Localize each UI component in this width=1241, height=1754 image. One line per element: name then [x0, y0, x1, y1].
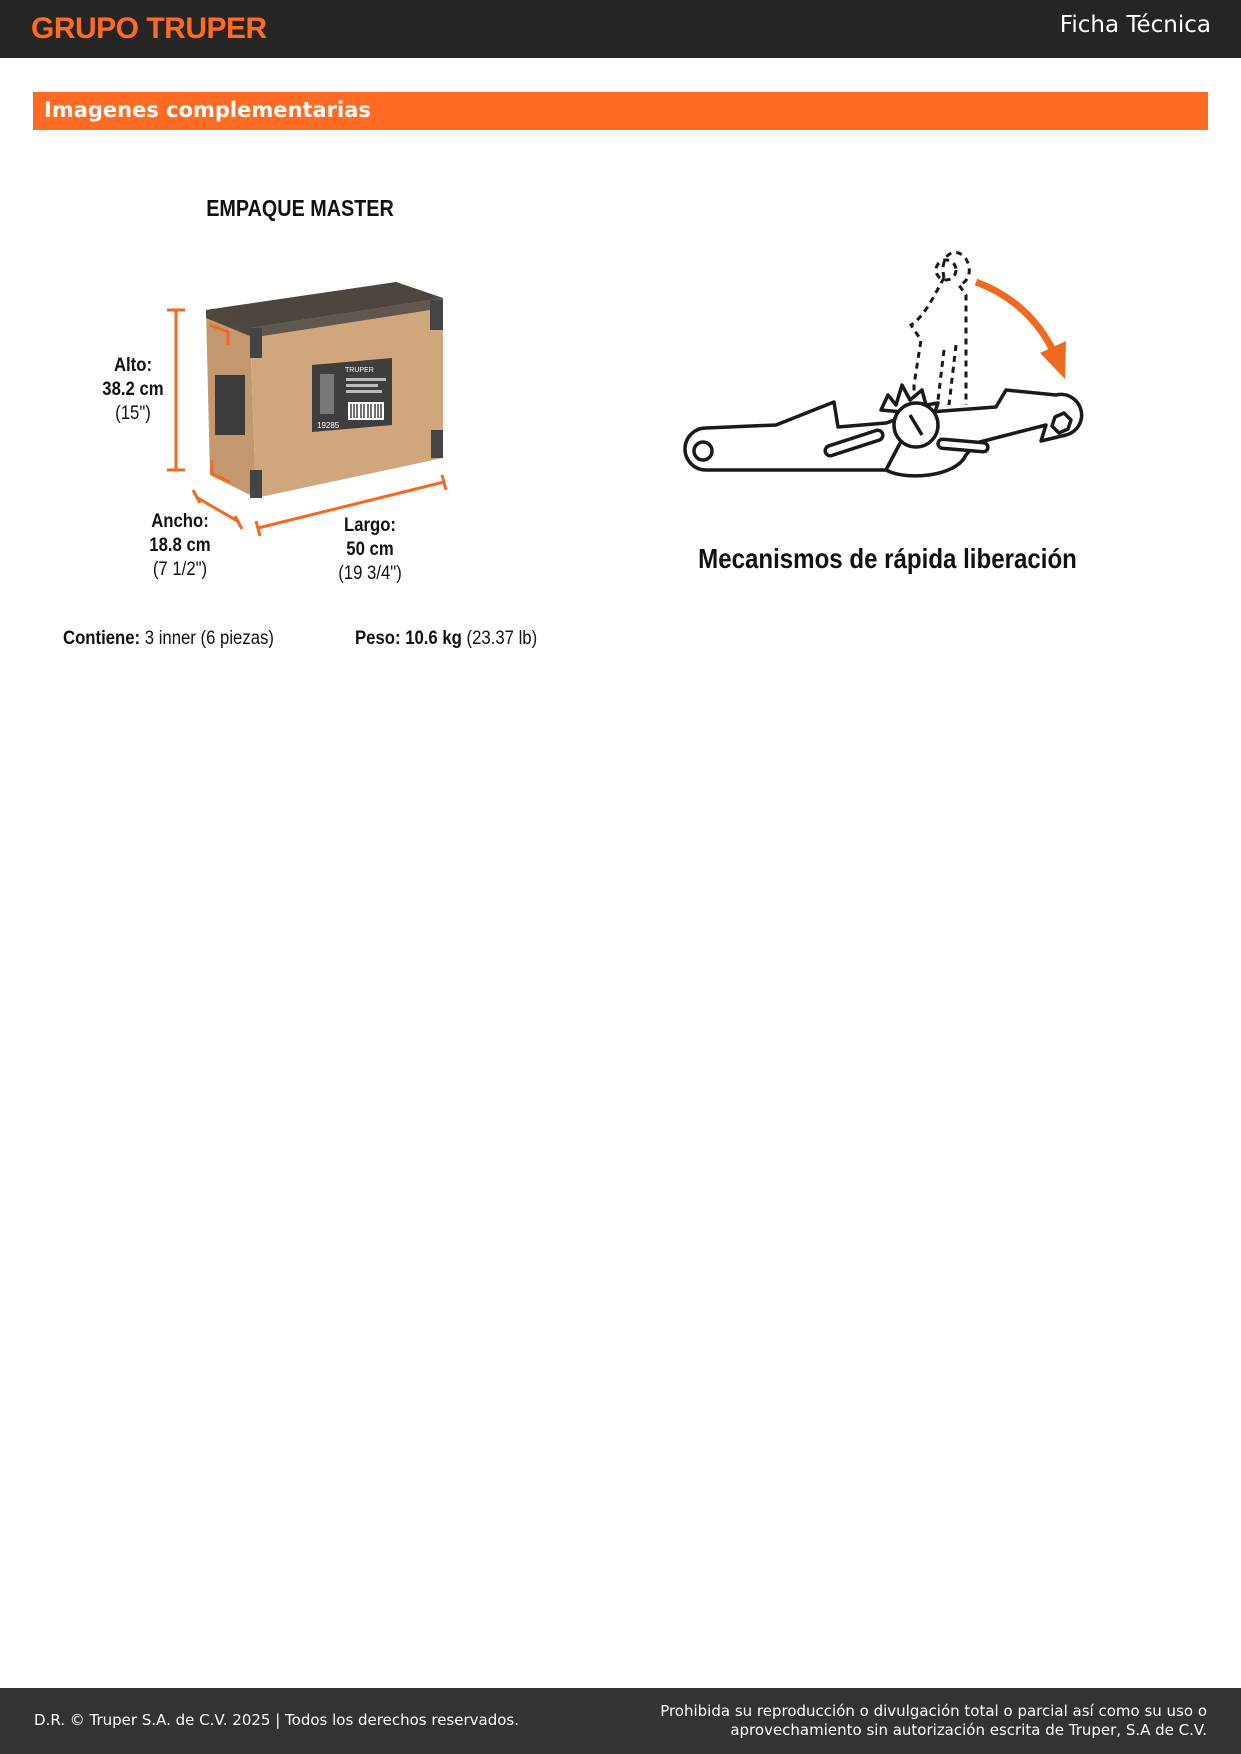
page-footer	[0, 1688, 1241, 1754]
alto-metric: 38.2 cm	[102, 379, 164, 400]
dimension-largo	[326, 514, 414, 586]
footer-disclaimer-line1: Prohibida su reproducción o divulgación total o parcial así como su uso o	[660, 1702, 1207, 1720]
master-box-illustration	[160, 270, 460, 550]
brand-logo: GRUPO TRUPER	[31, 12, 267, 45]
footer-disclaimer	[647, 1702, 1207, 1740]
ratchet-body	[685, 385, 1082, 476]
dimension-ancho	[136, 510, 224, 582]
ancho-metric: 18.8 cm	[149, 535, 211, 556]
alto-imperial: (15")	[115, 403, 151, 424]
ratchet-release-illustration	[676, 245, 1106, 485]
contiene-value: 3 inner (6 piezas)	[144, 628, 274, 649]
page-header	[0, 0, 1241, 58]
largo-metric: 50 cm	[346, 539, 394, 560]
alto-label: Alto:	[113, 355, 153, 376]
mechanism-caption: Mecanismos de rápida liberación	[698, 543, 1077, 574]
dimension-alto	[89, 354, 177, 426]
package-title: EMPAQUE MASTER	[206, 195, 394, 221]
peso-imperial: (23.37 lb)	[466, 628, 538, 649]
section-header	[33, 92, 1208, 130]
footer-disclaimer-line2: aprovechamiento sin autorización escrita de Truper, S.A de C.V.	[730, 1721, 1207, 1739]
contents-info	[63, 628, 274, 650]
ancho-imperial: (7 1/2")	[152, 559, 208, 580]
dashed-hand	[911, 252, 969, 405]
document-title: Ficha Técnica	[1059, 12, 1211, 38]
contiene-label: Contiene:	[63, 628, 141, 649]
peso-label: Peso:	[355, 628, 401, 649]
ancho-label: Ancho:	[151, 511, 209, 532]
peso-value: 10.6 kg	[405, 628, 462, 649]
section-title: Imagenes complementarias	[44, 98, 371, 122]
box-label-code: 19285	[317, 421, 340, 430]
release-arrow	[976, 282, 1056, 357]
footer-copyright: D.R. © Truper S.A. de C.V. 2025 | Todos los derechos reservados.	[34, 1711, 519, 1729]
box-label-brand: TRUPER	[345, 367, 374, 374]
weight-info	[355, 628, 537, 650]
largo-label: Largo:	[343, 515, 397, 536]
largo-imperial: (19 3/4")	[338, 563, 402, 584]
